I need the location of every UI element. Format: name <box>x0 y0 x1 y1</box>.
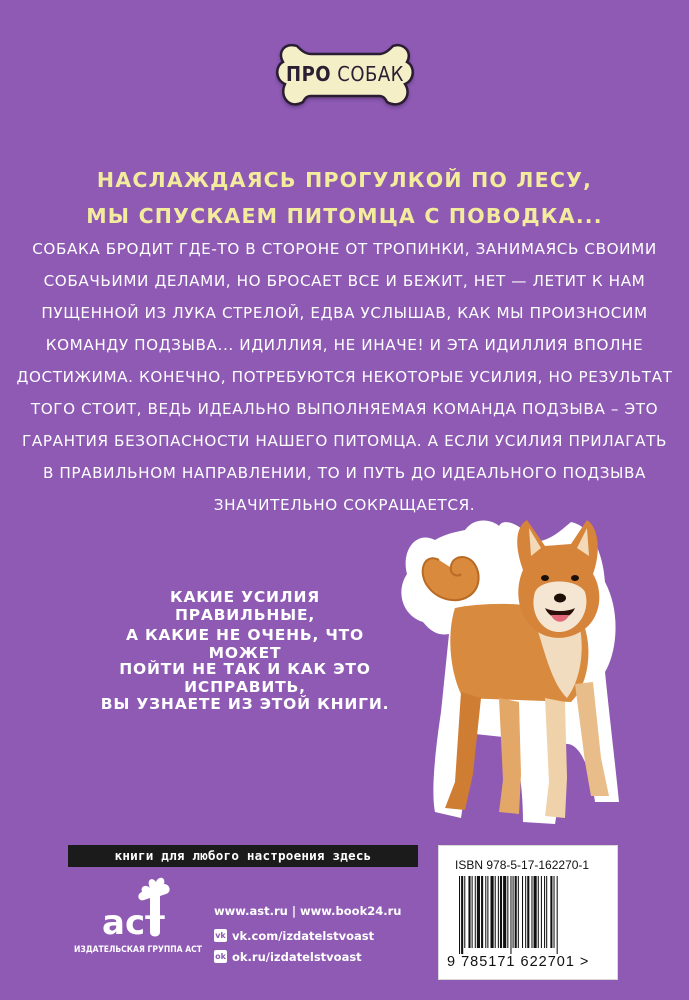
barcode-bar <box>554 876 555 948</box>
barcode-bar <box>503 876 506 948</box>
question-line: ПОЙТИ НЕ ТАК И КАК ЭТО ИСПРАВИТЬ, <box>119 660 371 696</box>
barcode-bar <box>491 876 494 948</box>
barcode-bar <box>534 876 537 948</box>
barcode-bar <box>550 876 552 948</box>
question-line: КАКИЕ УСИЛИЯ ПРАВИЛЬНЫЕ, <box>170 588 320 624</box>
barcode-bar <box>468 876 470 948</box>
headline-line-2: МЫ СПУСКАЕМ ПИТОМЦА С ПОВОДКА... <box>86 204 603 228</box>
question-line: А КАКИЕ НЕ ОЧЕНЬ, ЧТО МОЖЕТ <box>125 626 365 662</box>
websites-row <box>214 900 424 921</box>
tagline-bar: книги для любого настроения здесь <box>68 845 418 867</box>
ok-row <box>214 946 424 967</box>
barcode-bar <box>515 876 517 948</box>
barcode-bar <box>500 876 502 948</box>
body-line: ГАРАНТИЯ БЕЗОПАСНОСТИ НАШЕГО ПИТОМЦА. А ЕСЛИ УСИЛИЯ ПРИЛАГАТЬ <box>22 432 667 450</box>
barcode-bar <box>557 876 558 954</box>
vk-link[interactable]: vk.com/izdatelstvoast <box>232 928 375 943</box>
ok-link[interactable]: ok.ru/izdatelstvoast <box>232 949 362 964</box>
barcode-bar <box>513 876 514 948</box>
body-line: ТОГО СТОИТ, ВЕДЬ ИДЕАЛЬНО ВЫПОЛНЯЕМАЯ КОМАНДА ПОДЗЫВА – ЭТО <box>30 400 659 418</box>
series-badge-light: СОБАК <box>337 62 404 86</box>
barcode-digits: 9 785171 622701 > <box>447 954 590 970</box>
isbn-label: ISBN 978-5-17-162270-1 <box>455 858 590 872</box>
body-line: КОМАНДУ ПОДЗЫВА... ИДИЛЛИЯ, НЕ ИНАЧЕ! И ЭТА ИДИЛЛИЯ ВПОЛНЕ <box>45 336 644 354</box>
barcode-bar <box>472 876 473 948</box>
body-line: ЗНАЧИТЕЛЬНО СОКРАЩАЕТСЯ. <box>213 496 476 514</box>
barcode-bar <box>518 876 519 948</box>
body-line: СОБАКА БРОДИТ ГДЕ-ТО В СТОРОНЕ ОТ ТРОПИНКИ, ЗАНИМАЯСЬ СВОИМИ <box>32 240 657 258</box>
websites-link[interactable]: www.ast.ru | www.book24.ru <box>214 903 402 918</box>
body-line: В ПРАВИЛЬНОМ НАПРАВЛЕНИИ, ТО И ПУТЬ ДО ИДЕАЛЬНОГО ПОДЗЫВА <box>42 464 647 482</box>
body-line: ДОСТИЖИМА. КОНЕЧНО, ПОТРЕБУЮТСЯ НЕКОТОРЫЕ УСИЛИЯ, НО РЕЗУЛЬТАТ <box>16 368 673 386</box>
ast-logo-text: аст <box>102 903 165 942</box>
vk-row <box>214 925 424 946</box>
shiba-dog-image <box>395 512 630 830</box>
barcode-image <box>457 876 605 954</box>
barcode-bar <box>498 876 499 948</box>
barcode-bar <box>495 876 496 948</box>
isbn-box <box>438 845 618 980</box>
ok-icon: ok <box>215 952 226 961</box>
barcode-bar <box>464 876 465 948</box>
ast-logo-icon <box>88 872 188 942</box>
barcode-bar <box>527 876 529 948</box>
barcode-bar <box>485 876 486 948</box>
barcode-bar <box>538 876 539 948</box>
barcode-bar <box>507 876 508 948</box>
barcode-bar <box>531 876 532 948</box>
contact-links <box>214 900 424 967</box>
barcode-bar <box>510 876 511 954</box>
barcode-bar <box>461 876 463 954</box>
vk-icon: vk <box>215 931 226 940</box>
series-badge-label <box>275 62 415 86</box>
body-line: ПУЩЕННОЙ ИЗ ЛУКА СТРЕЛОЙ, ЕДВА УСЛЫШАВ, КАК МЫ ПРОИЗНОСИМ <box>41 304 648 322</box>
barcode-bar <box>487 876 488 948</box>
barcode-bar <box>477 876 480 948</box>
barcode-bar <box>522 876 523 948</box>
barcode-bar <box>546 876 547 948</box>
barcode-bar <box>459 876 460 954</box>
question-line: ВЫ УЗНАЕТЕ ИЗ ЭТОЙ КНИГИ. <box>100 695 390 713</box>
barcode-bar <box>541 876 542 948</box>
headline-line-1: НАСЛАЖДАЯСЬ ПРОГУЛКОЙ ПО ЛЕСУ, <box>96 168 593 192</box>
body-line: СОБАЧЬИМИ ДЕЛАМИ, НО БРОСАЕТ ВСЕ И БЕЖИТ, НЕТ — ЛЕТИТ К НАМ <box>43 272 646 290</box>
barcode-bar <box>525 876 526 948</box>
series-badge-bold: ПРО <box>286 62 332 86</box>
barcode-bar <box>475 876 476 948</box>
publisher-name: ИЗДАТЕЛЬСКАЯ ГРУППА АСТ <box>73 945 202 955</box>
barcode-bar <box>544 876 545 948</box>
barcode-bar <box>481 876 483 948</box>
